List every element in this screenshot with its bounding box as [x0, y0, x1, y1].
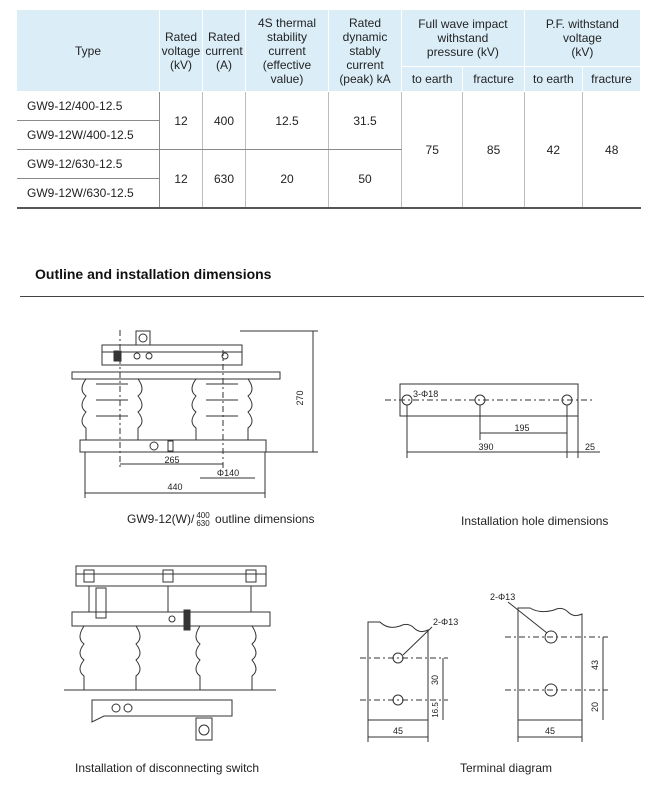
- insulator-right: [196, 626, 256, 690]
- caption-terminal: Terminal diagram: [460, 761, 553, 775]
- top-nut: [84, 570, 94, 582]
- terminal-b: [518, 608, 582, 720]
- impact-fracture-cell: 85: [463, 92, 524, 209]
- top-eye-hole: [139, 334, 147, 342]
- top-eye: [136, 331, 150, 345]
- blade-bar: [102, 345, 242, 365]
- header-impact-fracture: fracture: [463, 67, 524, 92]
- dim-45-a: 45: [392, 726, 404, 736]
- header-thermal-l2: stability current: [266, 29, 307, 58]
- mid-bolt: [169, 616, 175, 622]
- header-type: Type: [17, 10, 160, 92]
- header-impact-l3: pressure (kV): [426, 45, 499, 59]
- switch-arm: [96, 588, 106, 618]
- header-rated-current-l2: current: [205, 43, 243, 58]
- header-dynamic-l3: (peak) kA: [339, 71, 391, 86]
- dim-390: 390: [478, 442, 494, 452]
- header-rated-voltage-l1: Rated: [164, 29, 198, 44]
- dynamic-cell: 31.5: [329, 92, 402, 150]
- pf-to-earth-cell: 42: [524, 92, 582, 209]
- dim-25: 25: [584, 442, 596, 452]
- header-rated-voltage-l2: voltage: [161, 43, 201, 58]
- impact-to-earth-cell: 75: [402, 92, 463, 209]
- type-cell: GW9-12W/400-12.5: [17, 121, 160, 150]
- section-title: Outline and installation dimensions: [35, 266, 272, 282]
- upper-plate: [72, 372, 280, 379]
- caption-install: Installation of disconnecting switch: [75, 761, 260, 775]
- dim-195: 195: [514, 423, 530, 433]
- dim-270: 270: [295, 390, 305, 406]
- current-cell: 400: [203, 92, 246, 150]
- caption-outline-num-top: 400: [196, 511, 210, 520]
- insulator-left: [82, 379, 142, 440]
- header-pf-to-earth: to earth: [524, 67, 582, 92]
- header-impact-l1: Full wave impact: [418, 17, 508, 31]
- current-cell: 630: [203, 150, 246, 209]
- header-pf-l2: voltage: [563, 31, 602, 45]
- header-rated-voltage-l3: (kV): [170, 57, 192, 72]
- caption-outline: [127, 512, 314, 528]
- lever-pivot: [124, 704, 132, 712]
- install-drawing: [64, 566, 276, 740]
- bottom-eye: [196, 718, 212, 740]
- top-nut: [163, 570, 173, 582]
- pf-fracture-cell: 48: [582, 92, 640, 209]
- dim-30: 30: [430, 674, 440, 686]
- lever-pivot: [112, 704, 120, 712]
- leader: [508, 602, 547, 633]
- insulator-right-sheds: [206, 384, 238, 416]
- dim-20: 20: [590, 701, 600, 713]
- top-beam: [76, 566, 266, 586]
- caption-outline-suffix: outline dimensions: [215, 512, 315, 527]
- type-cell: GW9-12/400-12.5: [17, 92, 160, 121]
- mid-beam: [72, 612, 270, 626]
- outline-drawing: [72, 330, 318, 498]
- caption-outline-fraction: [196, 512, 209, 528]
- header-dynamic-l1: Rated dynamic: [342, 15, 388, 44]
- dim-43: 43: [590, 659, 600, 671]
- dim-45-b: 45: [544, 726, 556, 736]
- thermal-cell: 12.5: [246, 92, 329, 150]
- dim-265: 265: [164, 455, 180, 465]
- insulator-left: [80, 626, 140, 690]
- blade-bolt: [134, 353, 140, 359]
- top-nut: [246, 570, 256, 582]
- header-rated-current-l3: (A): [216, 57, 232, 72]
- header-pf-l3: (kV): [571, 45, 594, 59]
- header-pf-fracture: fracture: [582, 67, 640, 92]
- caption-outline-num-bottom: 630: [196, 519, 210, 528]
- mid-latch: [184, 610, 190, 630]
- type-cell: GW9-12/630-12.5: [17, 150, 160, 179]
- header-impact-to-earth: to earth: [402, 67, 463, 92]
- insulator-right: [192, 379, 252, 440]
- dim-2phi13-a: 2-Φ13: [433, 617, 459, 627]
- caption-outline-prefix: GW9-12(W)/: [127, 512, 195, 527]
- dim-phi140: Φ140: [216, 468, 240, 478]
- dynamic-cell: 50: [329, 150, 402, 209]
- thermal-cell: 20: [246, 150, 329, 209]
- caption-hole: Installation hole dimensions: [461, 514, 609, 528]
- dim-3phi18: 3-Φ18: [413, 389, 439, 399]
- ground-bolt: [150, 442, 158, 450]
- blade-bolt: [146, 353, 152, 359]
- header-dynamic-l2: stably current: [346, 43, 384, 72]
- bottom-eye-hole: [199, 725, 209, 735]
- type-cell: GW9-12W/630-12.5: [17, 179, 160, 209]
- header-pf-l1: P.F. withstand: [545, 17, 619, 31]
- header-rated-current-l1: Rated: [207, 29, 241, 44]
- insulator-left-sheds: [96, 384, 128, 416]
- dim-16-5: 16.5: [431, 702, 440, 718]
- header-impact-l2: withstand: [437, 31, 489, 45]
- dim-440: 440: [167, 482, 183, 492]
- voltage-cell: 12: [160, 150, 203, 209]
- voltage-cell: 12: [160, 92, 203, 150]
- dim-2phi13-b: 2-Φ13: [490, 592, 516, 602]
- terminal-drawing: [360, 592, 608, 742]
- header-thermal-l3: (effective value): [262, 57, 312, 86]
- hole-drawing: [385, 384, 600, 458]
- ground-tab: [168, 441, 173, 451]
- header-thermal-l1: 4S thermal: [257, 15, 317, 30]
